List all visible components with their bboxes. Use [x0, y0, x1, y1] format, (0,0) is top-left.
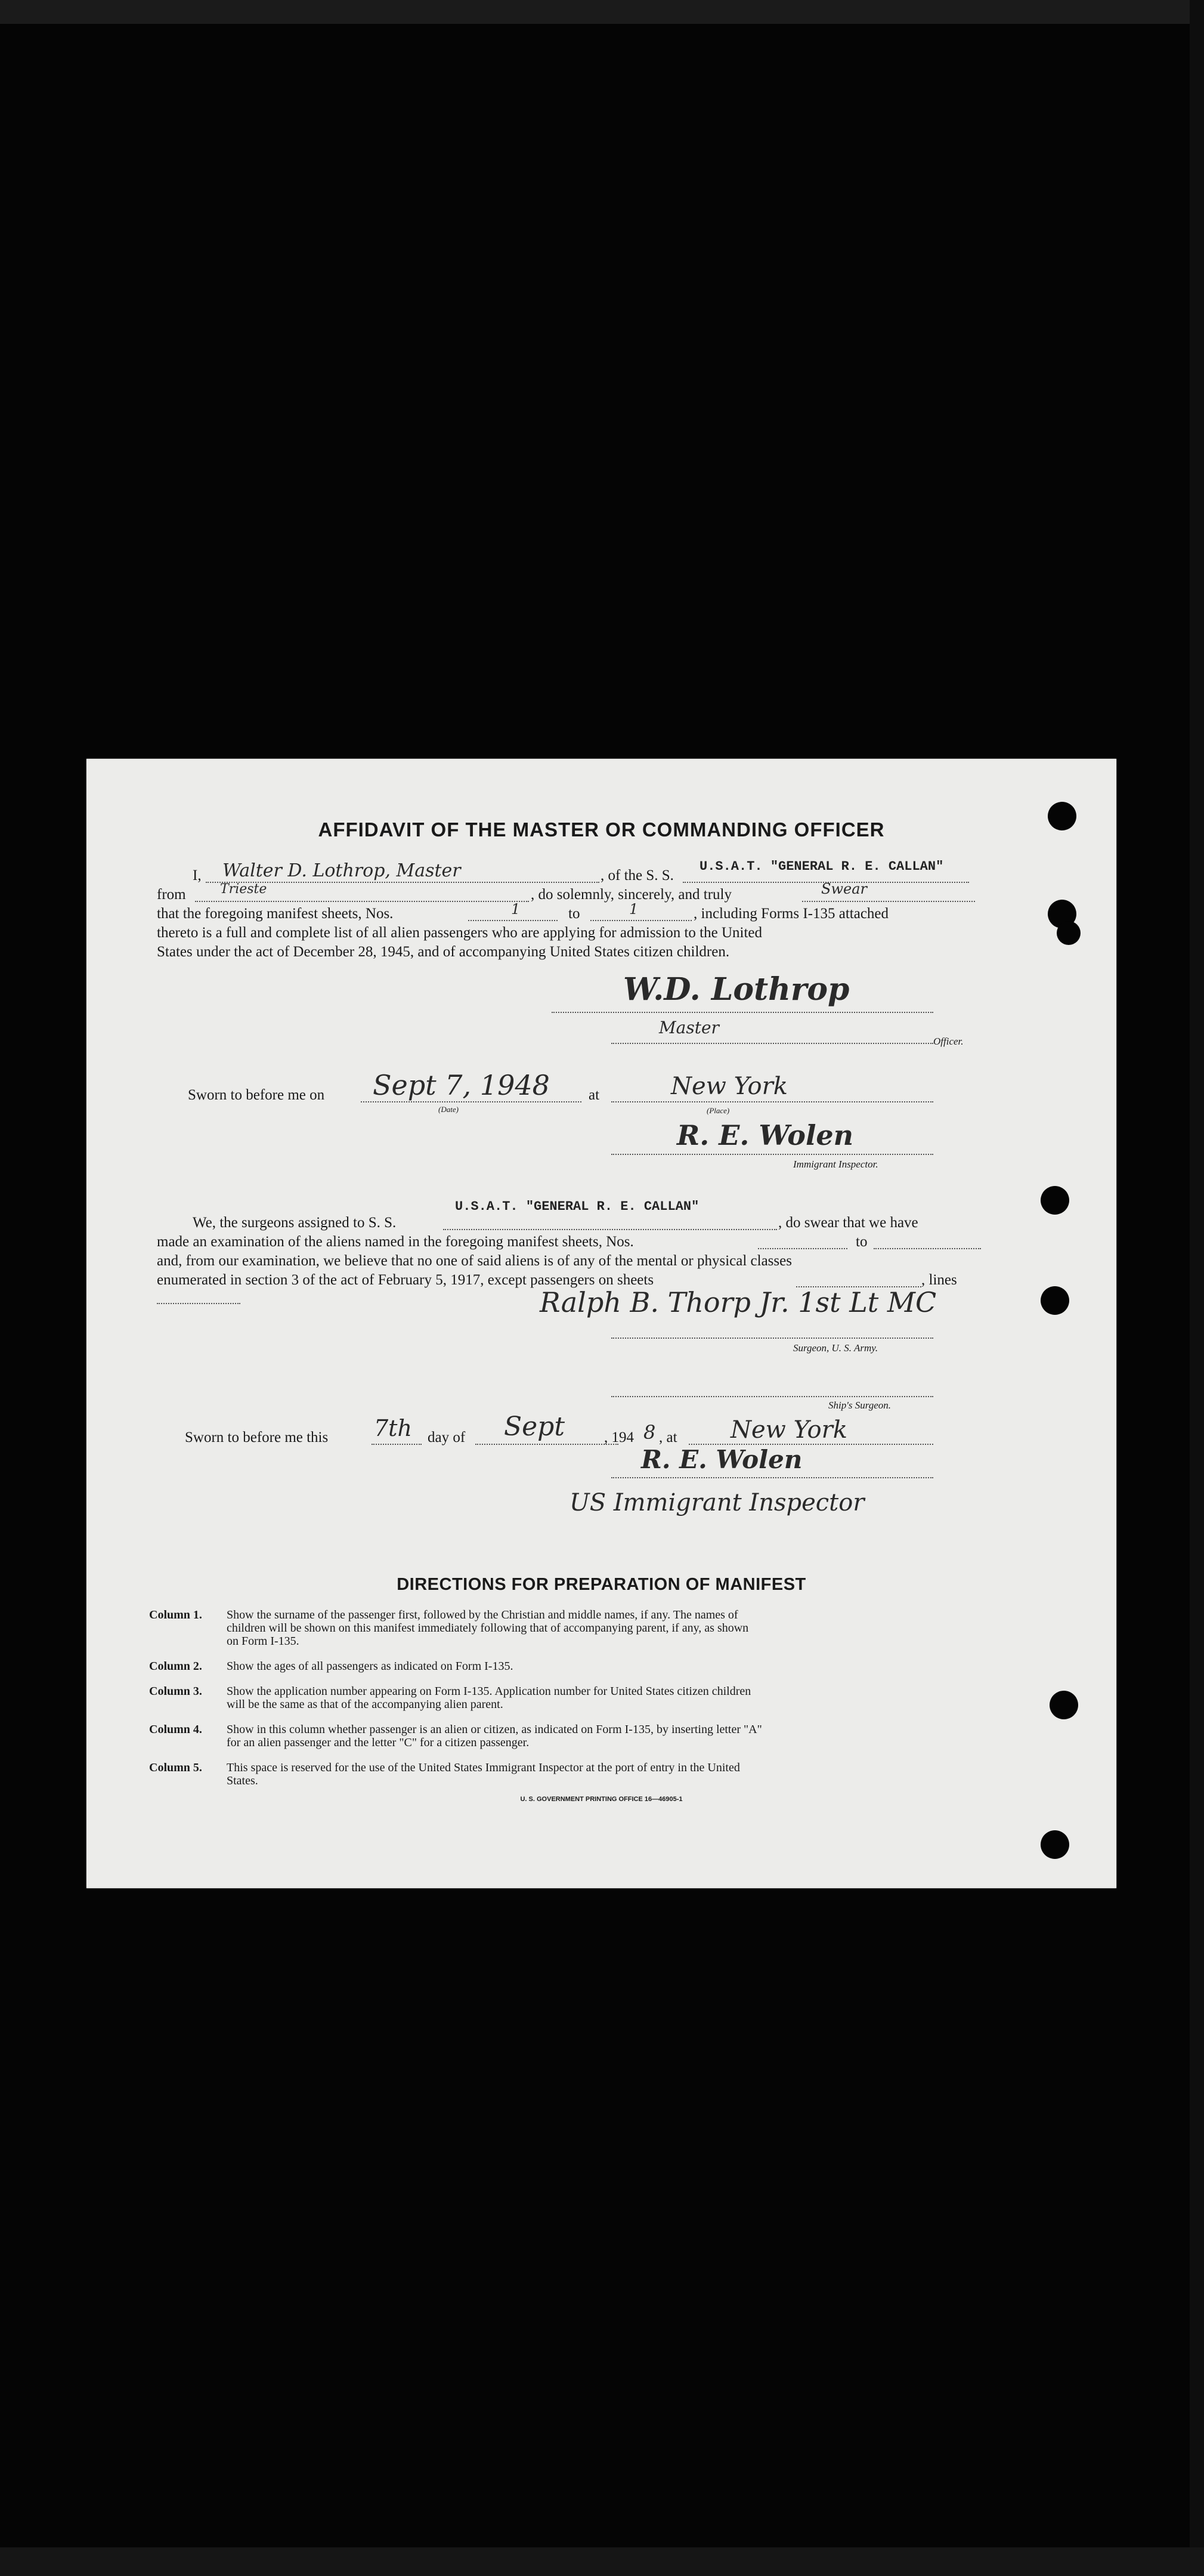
ships-surgeon-label: Ship's Surgeon. — [828, 1400, 892, 1411]
punch-hole — [1041, 1286, 1069, 1315]
nos-to-blank — [590, 920, 692, 921]
surgeon-sig-blank — [611, 1338, 933, 1339]
surgeon-nos-from-blank — [758, 1248, 847, 1249]
column-3-text — [227, 1685, 942, 1711]
affidavit-line-4: thereto is a full and complete list of all alien passengers who are applying for admission to the United — [157, 925, 763, 941]
affidavit-i-label: I, — [193, 867, 202, 884]
lines-blank — [157, 1303, 240, 1304]
handwritten-sheet-to: 1 — [629, 901, 639, 918]
officer-label: Officer. — [933, 1036, 964, 1047]
column-1-line-2: children will be shown on this manifest immediately following that of accompanying parent, if any, as shown — [227, 1621, 749, 1635]
ship-name-stamp: U.S.A.T. "GENERAL R. E. CALLAN" — [700, 859, 944, 874]
column-3-line-1: Show the application number appearing on Form I-135. Application number for United States citizen children — [227, 1685, 751, 1698]
affidavit-document — [86, 759, 1116, 1888]
surgeon-inspector-title: US Immigrant Inspector — [569, 1489, 865, 1516]
swear-blank — [802, 901, 975, 902]
inspector-signature: R. E. Wolen — [677, 1119, 854, 1151]
handwritten-month: Sept — [504, 1411, 565, 1442]
day-blank — [372, 1444, 422, 1445]
surgeons-line-2: made an examination of the aliens named in the foregoing manifest sheets, Nos. — [157, 1234, 634, 1250]
surgeon-signature: Ralph B. Thorp Jr. 1st Lt MC — [540, 1286, 937, 1318]
surgeons-to-label: to — [856, 1234, 868, 1250]
handwritten-sheet-from: 1 — [511, 901, 521, 918]
lines-label: , lines — [921, 1272, 957, 1288]
place-blank — [611, 1101, 933, 1102]
directions-title: DIRECTIONS FOR PREPARATION OF MANIFEST — [397, 1575, 806, 1594]
day-of-label: day of — [428, 1429, 466, 1445]
master-signature: W.D. Lothrop — [623, 971, 850, 1008]
surgeon-ship-blank — [443, 1229, 777, 1230]
printing-office-footer: U. S. GOVERNMENT PRINTING OFFICE 16—46905-1 — [520, 1796, 683, 1803]
punch-hole — [1050, 1691, 1078, 1719]
handwritten-day: 7th — [374, 1415, 412, 1441]
handwritten-port: Trieste — [220, 882, 267, 897]
punch-hole — [1041, 1186, 1069, 1215]
column-1-text — [227, 1608, 942, 1648]
of-ss-label: , of the S. S. — [601, 867, 674, 884]
year-prefix: , 194 — [604, 1429, 634, 1445]
column-2-line-1: Show the ages of all passengers as indicated on Form I-135. — [227, 1660, 513, 1673]
handwritten-master-title: Master — [659, 1018, 719, 1037]
nos-from-blank — [468, 920, 558, 921]
surgeon-inspector-signature: R. E. Wolen — [641, 1445, 803, 1474]
surgeons-line-4: enumerated in section 3 of the act of February 5, 1917, except passengers on sheets — [157, 1272, 654, 1288]
column-5-line-2: States. — [227, 1774, 258, 1787]
punch-hole — [1057, 921, 1081, 945]
from-blank — [195, 901, 529, 902]
ships-surgeon-blank — [611, 1396, 933, 1397]
column-4-label: Column 4. — [149, 1723, 202, 1736]
column-4-line-1: Show in this column whether passenger is an alien or citizen, as indicated on Form I-135, by inserting letter "A" — [227, 1723, 762, 1736]
surgeons-line-1-end: , do swear that we have — [778, 1215, 918, 1231]
place-caption: (Place) — [707, 1106, 730, 1115]
from-label: from — [157, 887, 186, 903]
surgeon-ship-stamp: U.S.A.T. "GENERAL R. E. CALLAN" — [455, 1199, 700, 1214]
surgeon-sworn-label: Sworn to before me this — [185, 1429, 329, 1445]
surgeon-handwritten-place: New York — [731, 1416, 847, 1444]
column-3-line-2: will be the same as that of the accompanying alien parent. — [227, 1698, 503, 1711]
surgeon-army-label: Surgeon, U. S. Army. — [793, 1342, 878, 1354]
film-bottom-border — [0, 2547, 1204, 2576]
sworn-label: Sworn to before me on — [188, 1087, 325, 1103]
column-4-text — [227, 1723, 942, 1749]
officer-blank — [611, 1043, 933, 1044]
forms-attached-label: , including Forms I-135 attached — [694, 906, 889, 922]
at-label: at — [589, 1087, 600, 1103]
handwritten-swear: Swear — [821, 881, 867, 897]
signature-blank — [552, 1012, 933, 1013]
inspector-blank — [611, 1154, 933, 1155]
handwritten-master-name: Walter D. Lothrop, Master — [222, 860, 461, 881]
surgeons-line-1: We, the surgeons assigned to S. S. — [193, 1215, 397, 1231]
handwritten-sworn-date: Sept 7, 1948 — [373, 1069, 550, 1101]
solemnly-label: , do solemnly, sincerely, and truly — [531, 887, 732, 903]
affidavit-line-5: States under the act of December 28, 1945, and of accompanying United States citizen children. — [157, 944, 730, 960]
surgeon-inspector-blank — [611, 1477, 933, 1478]
column-5-label: Column 5. — [149, 1761, 202, 1774]
date-blank — [361, 1101, 581, 1102]
column-3-label: Column 3. — [149, 1685, 202, 1698]
punch-hole — [1041, 1830, 1069, 1859]
film-top-border — [0, 0, 1204, 24]
affidavit-title: AFFIDAVIT OF THE MASTER OR COMMANDING OFFICER — [318, 818, 885, 841]
handwritten-year-digit: 8 — [643, 1421, 656, 1444]
column-4-line-2: for an alien passenger and the letter "C" for a citizen passenger. — [227, 1736, 530, 1749]
month-blank — [475, 1444, 618, 1445]
column-2-label: Column 2. — [149, 1660, 202, 1673]
column-5-text — [227, 1761, 942, 1787]
film-right-border — [1190, 0, 1204, 2576]
column-1-line-1: Show the surname of the passenger first, followed by the Christian and middle names, if any. The names of — [227, 1608, 738, 1621]
surgeons-line-3: and, from our examination, we believe that no one of said aliens is of any of the mental or physical classes — [157, 1253, 792, 1269]
column-2-text — [227, 1660, 942, 1673]
inspector-label: Immigrant Inspector. — [793, 1159, 878, 1170]
column-5-line-1: This space is reserved for the use of the United States Immigrant Inspector at the port of entry in the United — [227, 1761, 740, 1774]
date-caption: (Date) — [438, 1105, 459, 1114]
column-1-line-3: on Form I-135. — [227, 1635, 299, 1648]
handwritten-sworn-place: New York — [671, 1073, 788, 1100]
nos-to-label: to — [568, 906, 580, 922]
surgeon-at-label: , at — [659, 1429, 677, 1445]
column-1-label: Column 1. — [149, 1608, 202, 1621]
manifest-nos-label: that the foregoing manifest sheets, Nos. — [157, 906, 394, 922]
surgeon-nos-to-blank — [874, 1248, 981, 1249]
